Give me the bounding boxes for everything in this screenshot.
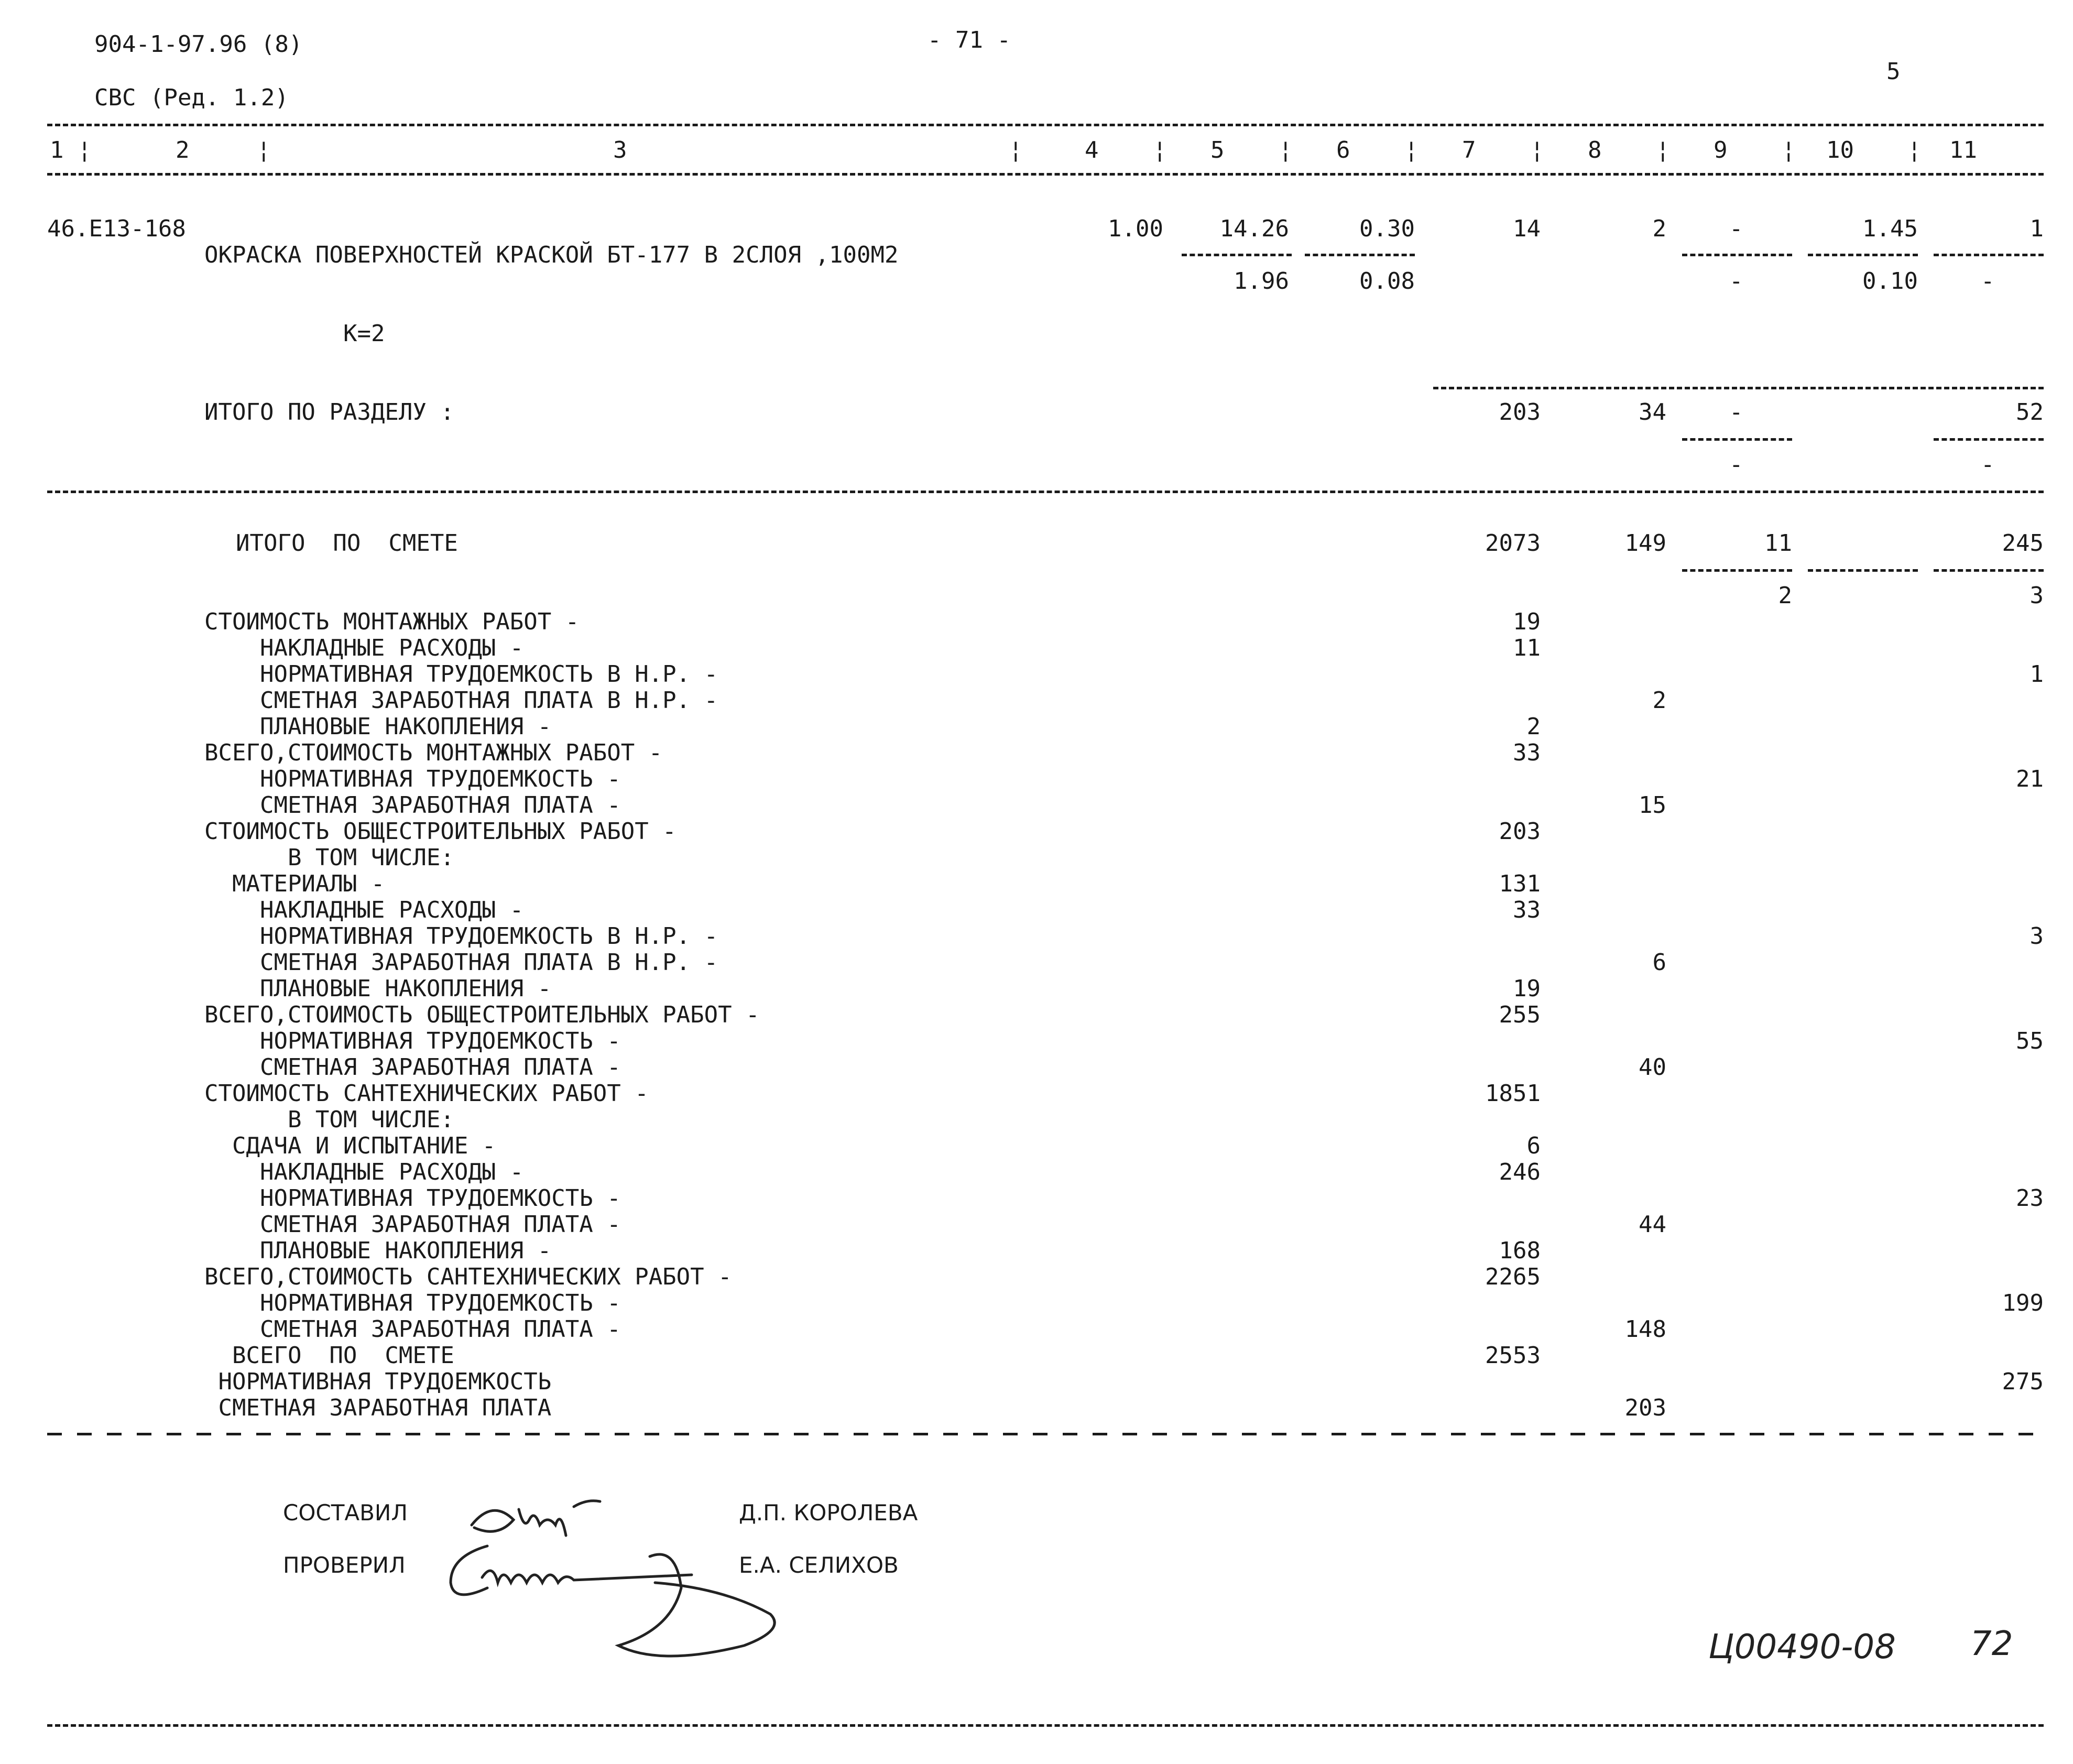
- col-header-8: 8: [1588, 137, 1602, 164]
- fraction-rule: [1682, 438, 1792, 441]
- summary-row-c11: 23: [2016, 1185, 2044, 1212]
- summary-row-c8: 148: [1624, 1316, 1666, 1343]
- col-header-11: 11: [1949, 137, 1977, 164]
- summary-row-label: НОРМАТИВНАЯ ТРУДОЕМКОСТЬ -: [204, 766, 621, 792]
- summary-row-c8: 15: [1639, 792, 1666, 819]
- summary-row-c7: 168: [1499, 1237, 1541, 1264]
- summary-row-c7: 131: [1499, 870, 1541, 897]
- summary-row-c8: 203: [1624, 1395, 1666, 1421]
- summary-row-label: СМЕТНАЯ ЗАРАБОТНАЯ ПЛАТА -: [204, 1316, 621, 1343]
- section-total-col11: 52: [2016, 399, 2044, 426]
- summary-row-label: СМЕТНАЯ ЗАРАБОТНАЯ ПЛАТА -: [204, 792, 621, 819]
- checked-by-label: ПРОВЕРИЛ: [283, 1552, 406, 1578]
- compiled-by-label: СОСТАВИЛ: [283, 1500, 408, 1526]
- estimate-total-col11: 245: [2002, 530, 2044, 557]
- col-separator: ¦: [1153, 137, 1167, 164]
- entry-col6-low: 0.08: [1359, 268, 1415, 295]
- summary-row-label: СДАЧА И ИСПЫТАНИЕ -: [204, 1133, 496, 1159]
- header-top-rule: [47, 124, 2044, 126]
- summary-row-c8: 40: [1639, 1054, 1666, 1081]
- summary-row-c7: 19: [1513, 975, 1541, 1002]
- summary-row-c7: 19: [1513, 608, 1541, 635]
- header-bottom-rule: [47, 173, 2044, 176]
- entry-col5-low: 1.96: [1234, 268, 1289, 295]
- summary-row-c11: 199: [2002, 1290, 2044, 1316]
- col-separator: ¦: [1279, 137, 1293, 164]
- compiled-by-name: Д.П. КОРОЛЕВА: [739, 1500, 918, 1526]
- summary-row-c8: 6: [1652, 949, 1666, 976]
- col-header-5: 5: [1210, 137, 1225, 164]
- estimate-total-col9-low: 2: [1778, 582, 1792, 609]
- signature-checked: [430, 1525, 807, 1667]
- summary-row-c7: 2: [1526, 713, 1541, 740]
- summary-row-label: В ТОМ ЧИСЛЕ:: [204, 1106, 454, 1133]
- estimate-total-col11-low: 3: [2030, 582, 2044, 609]
- entry-col10: 1.45: [1862, 215, 1918, 242]
- entry-code: 46.Е13-168: [47, 215, 186, 242]
- handwritten-sheet-number: 72: [1970, 1625, 2013, 1663]
- sheet-number: 5: [1886, 58, 1901, 85]
- summary-row-label: ПЛАНОВЫЕ НАКОПЛЕНИЯ -: [204, 1237, 552, 1264]
- summary-row-label: ВСЕГО,СТОИМОСТЬ САНТЕХНИЧЕСКИХ РАБОТ -: [204, 1264, 732, 1290]
- summary-row-c11: 275: [2002, 1368, 2044, 1395]
- entry-coefficient: К=2: [343, 320, 385, 347]
- summary-row-label: В ТОМ ЧИСЛЕ:: [204, 844, 454, 871]
- summary-row-c7: 11: [1513, 635, 1541, 661]
- summary-row-label: МАТЕРИАЛЫ -: [204, 870, 385, 897]
- summary-row-label: СМЕТНАЯ ЗАРАБОТНАЯ ПЛАТА -: [204, 1211, 621, 1238]
- entry-col6: 0.30: [1359, 215, 1415, 242]
- program-version: СВС (Ред. 1.2): [94, 84, 289, 111]
- summary-row-label: НОРМАТИВНАЯ ТРУДОЕМКОСТЬ: [204, 1368, 552, 1395]
- page-number: - 71 -: [928, 27, 1011, 53]
- summary-row-c7: 1851: [1485, 1080, 1541, 1107]
- entry-col11: 1: [2030, 215, 2044, 242]
- section-total-col9: -: [1729, 399, 1743, 426]
- estimate-total-col8: 149: [1624, 530, 1666, 557]
- entry-col9-low: -: [1729, 268, 1743, 295]
- entry-description: ОКРАСКА ПОВЕРХНОСТЕЙ КРАСКОЙ БТ-177 В 2СЛОЯ ,100М2: [204, 242, 899, 268]
- col-separator: ¦: [1782, 137, 1796, 164]
- section-divider-rule: [47, 491, 2044, 493]
- fraction-rule: [1934, 254, 2044, 256]
- summary-row-label: НОРМАТИВНАЯ ТРУДОЕМКОСТЬ -: [204, 1185, 621, 1212]
- section-total-col11-low: -: [1981, 451, 1995, 478]
- entry-col8: 2: [1652, 215, 1666, 242]
- summary-row-label: ВСЕГО ПО СМЕТЕ: [204, 1342, 454, 1369]
- fraction-rule: [1808, 569, 1918, 572]
- col-separator: ¦: [1530, 137, 1544, 164]
- summary-row-label: ПЛАНОВЫЕ НАКОПЛЕНИЯ -: [204, 713, 552, 740]
- fraction-rule: [1682, 569, 1792, 572]
- col-separator: ¦: [1656, 137, 1670, 164]
- col-separator: ¦: [1009, 137, 1023, 164]
- fraction-rule: [1682, 254, 1792, 256]
- summary-row-label: СТОИМОСТЬ МОНТАЖНЫХ РАБОТ -: [204, 608, 580, 635]
- summary-row-label: СМЕТНАЯ ЗАРАБОТНАЯ ПЛАТА: [204, 1395, 552, 1421]
- col-header-10: 10: [1826, 137, 1854, 164]
- summary-row-c7: 33: [1513, 897, 1541, 923]
- page-bottom-rule: [47, 1724, 2044, 1727]
- fraction-rule: [1182, 254, 1292, 256]
- summary-row-c11: 3: [2030, 923, 2044, 950]
- section-total-col7: 203: [1499, 399, 1541, 426]
- col-header-3: 3: [613, 137, 627, 164]
- col-separator: ¦: [1907, 137, 1922, 164]
- summary-row-label: СМЕТНАЯ ЗАРАБОТНАЯ ПЛАТА В Н.Р. -: [204, 687, 718, 714]
- summary-row-c11: 21: [2016, 766, 2044, 792]
- col-separator: ¦: [257, 137, 271, 164]
- col-separator: ¦: [78, 137, 92, 164]
- summary-row-label: НАКЛАДНЫЕ РАСХОДЫ -: [204, 1159, 524, 1185]
- col-header-4: 4: [1085, 137, 1099, 164]
- entry-col10-low: 0.10: [1862, 268, 1918, 295]
- summary-row-c7: 2553: [1485, 1342, 1541, 1369]
- summary-row-label: СТОИМОСТЬ ОБЩЕСТРОИТЕЛЬНЫХ РАБОТ -: [204, 818, 677, 845]
- col-header-6: 6: [1336, 137, 1350, 164]
- col-header-2: 2: [176, 137, 190, 164]
- summary-row-label: СМЕТНАЯ ЗАРАБОТНАЯ ПЛАТА -: [204, 1054, 621, 1081]
- entry-col9: -: [1729, 215, 1743, 242]
- col-header-9: 9: [1714, 137, 1728, 164]
- fraction-rule: [1305, 254, 1415, 256]
- summary-row-label: НОРМАТИВНАЯ ТРУДОЕМКОСТЬ -: [204, 1290, 621, 1316]
- col-separator: ¦: [1404, 137, 1419, 164]
- summary-row-label: НОРМАТИВНАЯ ТРУДОЕМКОСТЬ -: [204, 1028, 621, 1054]
- entry-col5: 14.26: [1219, 215, 1289, 242]
- summary-row-c11: 1: [2030, 661, 2044, 688]
- entry-col7: 14: [1513, 215, 1541, 242]
- fraction-rule: [1934, 438, 2044, 441]
- fraction-rule: [1808, 254, 1918, 256]
- summary-row-label: СМЕТНАЯ ЗАРАБОТНАЯ ПЛАТА В Н.Р. -: [204, 949, 718, 976]
- summary-row-label: ВСЕГО,СТОИМОСТЬ МОНТАЖНЫХ РАБОТ -: [204, 739, 663, 766]
- summary-row-c8: 2: [1652, 687, 1666, 714]
- summary-row-label: НОРМАТИВНАЯ ТРУДОЕМКОСТЬ В Н.Р. -: [204, 923, 718, 950]
- col-header-1: 1: [50, 137, 64, 164]
- col-header-7: 7: [1462, 137, 1476, 164]
- summary-row-label: ВСЕГО,СТОИМОСТЬ ОБЩЕСТРОИТЕЛЬНЫХ РАБОТ -: [204, 1001, 760, 1028]
- section-total-label: ИТОГО ПО РАЗДЕЛУ :: [204, 399, 454, 426]
- fraction-rule: [1934, 569, 2044, 572]
- summary-row-c7: 255: [1499, 1001, 1541, 1028]
- checked-by-name: Е.А. СЕЛИХОВ: [739, 1552, 899, 1578]
- section-total-rule: [1433, 387, 2044, 389]
- summary-row-c7: 203: [1499, 818, 1541, 845]
- section-total-col8: 34: [1639, 399, 1666, 426]
- summary-row-c7: 33: [1513, 739, 1541, 766]
- document-code: 904-1-97.96 (8): [94, 31, 303, 58]
- summary-row-c7: 246: [1499, 1159, 1541, 1185]
- summary-row-label: НОРМАТИВНАЯ ТРУДОЕМКОСТЬ В Н.Р. -: [204, 661, 718, 688]
- estimate-total-label: ИТОГО ПО СМЕТЕ: [236, 530, 458, 557]
- archive-number: Ц00490-08: [1708, 1628, 1896, 1667]
- summary-row-c8: 44: [1639, 1211, 1666, 1238]
- summary-row-label: НАКЛАДНЫЕ РАСХОДЫ -: [204, 897, 524, 923]
- summary-row-c7: 2265: [1485, 1264, 1541, 1290]
- entry-col4: 1.00: [1108, 215, 1163, 242]
- entry-col11-low: -: [1981, 268, 1995, 295]
- estimate-total-col9: 11: [1764, 530, 1792, 557]
- summary-row-c7: 6: [1526, 1133, 1541, 1159]
- summary-end-rule: [47, 1433, 2044, 1435]
- summary-row-c11: 55: [2016, 1028, 2044, 1054]
- summary-row-label: НАКЛАДНЫЕ РАСХОДЫ -: [204, 635, 524, 661]
- summary-row-label: СТОИМОСТЬ САНТЕХНИЧЕСКИХ РАБОТ -: [204, 1080, 649, 1107]
- section-total-col9-low: -: [1729, 451, 1743, 478]
- estimate-total-col7: 2073: [1485, 530, 1541, 557]
- summary-row-label: ПЛАНОВЫЕ НАКОПЛЕНИЯ -: [204, 975, 552, 1002]
